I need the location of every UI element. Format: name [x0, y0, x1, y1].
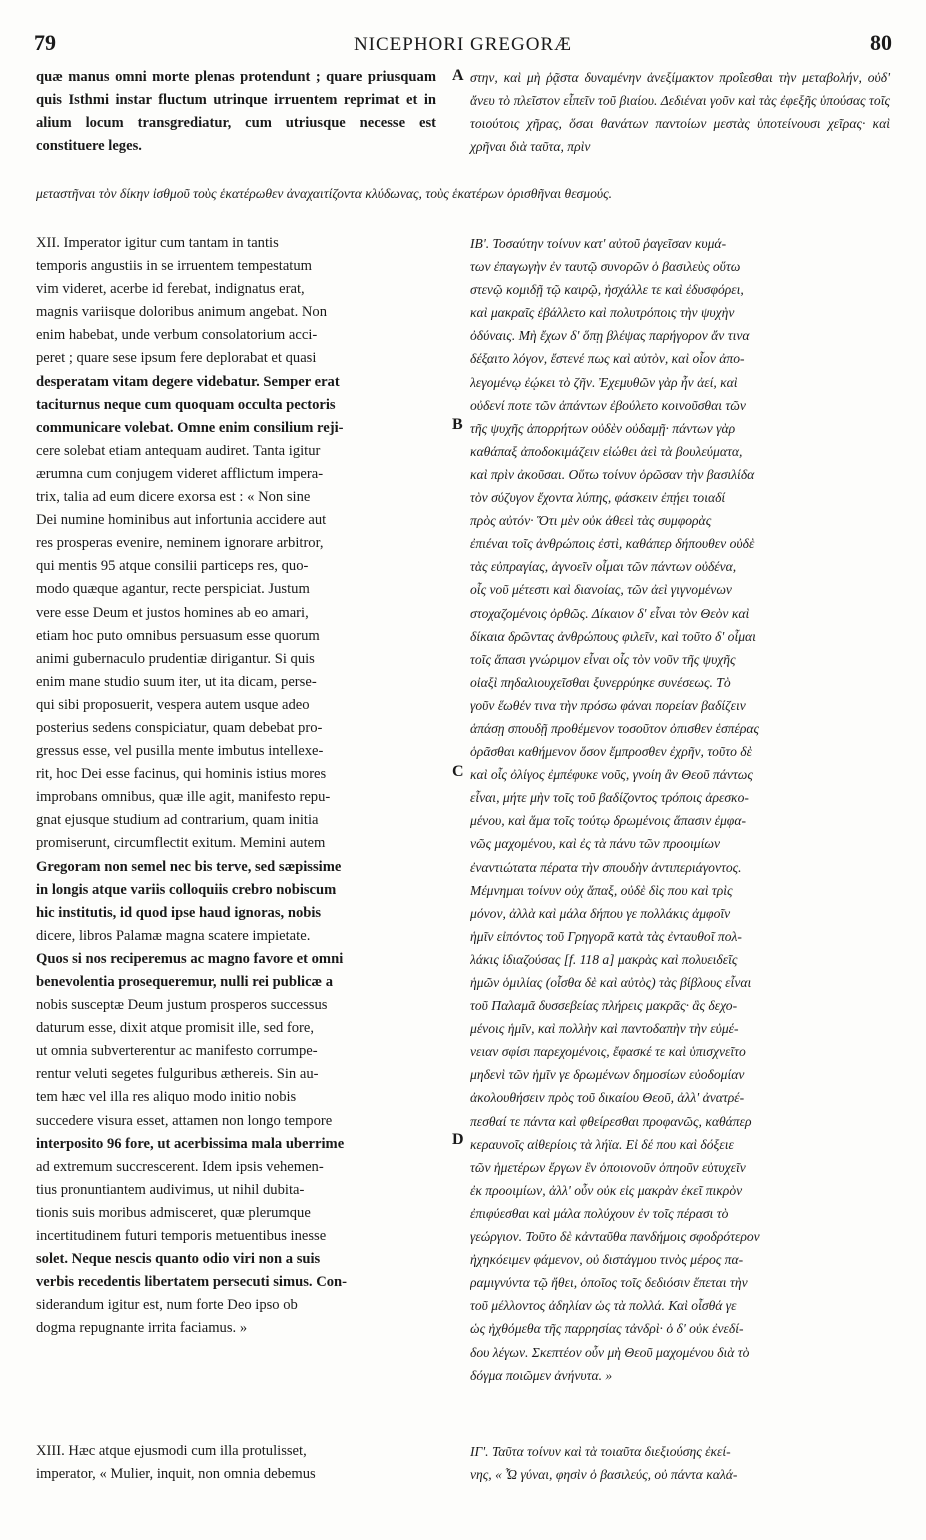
greek-text-line: γοῦν ἕωθέν τινα τὴν πρόσω φάναι πορείαν βαδίζειν: [470, 697, 746, 713]
greek-text-line: τοῦ μέλλοντος ἀδηλίαν ὡς τὰ πολλά. Καὶ οἶσθά γε: [470, 1298, 737, 1314]
greek-text-line: δου λέγων. Σκεπτέον οὖν μὴ Θεοῦ μαχομένου διὰ τὸ: [470, 1344, 750, 1360]
latin-text-line: ærumna cum conjugem videret afflictum impera-: [36, 465, 324, 482]
greek-text-line: μόνον, ἀλλὰ καὶ μάλα δήπου γε πολλάκις ἀμφοῖν: [470, 905, 731, 921]
greek-text-line: ἡμῶν ὁμιλίας (οἶσθα δὲ καὶ αὐτὸς) τὰς βίβλους εἶναι: [470, 975, 752, 990]
greek-text-line: Μέμνημαι τοίνυν οὐχ ἅπαξ, οὐδὲ δὶς που καὶ τρὶς: [470, 882, 733, 898]
latin-text-line: cere solebat etiam antequam audiret. Tanta igitur: [36, 442, 321, 459]
latin-text-line: improbans omnibus, quæ ille agit, manifesto repu-: [36, 789, 331, 806]
greek-text-line: κεραυνοῖς αἰθερίοις τὰ λήϊα. Εἰ δέ που καὶ δόξειε: [470, 1136, 734, 1152]
page-header: [34, 30, 892, 60]
latin-text-line: Quos si nos reciperemus ac magno favore et omni: [36, 950, 344, 967]
latin-text-line: XII. Imperator igitur cum tantam in tantis: [36, 235, 279, 251]
greek-top-paragraph: στην, καὶ μὴ ῥᾷστα δυναμένην ἀνεξίμακτον προΐεσθαι τὴν μεταβολήν, οὐδ' ἄνευ τὸ πλεῖστον εἶπεῖν τοῦ βιαίου. Δεδιέναι γοῦν καὶ τὰς ἐφεξῆς ὑπούσας τοῖς τοιούτοις χῆρας, ὅσαι θανάτων παντοίων μεστὰς ὑποτείνουσι χεῖρας· καὶ χρῆναι διὰ ταῦτα, πρὶν: [470, 70, 890, 155]
greek-spanning-paragraph: μεταστῆναι τὸν δίκην ἰσθμοῦ τοὺς ἑκατέρωθεν ἀναχαιτίζοντα κλύδωνας, τοὺς ἑκατέρων ὁρισθῆναι θεσμούς.: [36, 186, 613, 201]
latin-text-line: solet. Neque nescis quanto odio viri non a suis: [36, 1251, 321, 1268]
latin-text-line: in longis atque variis colloquiis crebro nobiscum: [36, 881, 337, 898]
greek-text-line: οἷς νοῦ μέτεστι καὶ διανοίας, τῶν ἀεὶ γιγνομένων: [470, 582, 732, 598]
latin-text-line: enim habebat, unde verbum consolatorium acci-: [36, 327, 318, 344]
greek-text-line: ἐπιφύεσθαι καὶ μάλα πολύχουν ἐν τοῖς πέρασι τὸ: [470, 1205, 729, 1221]
latin-bottom-line-1: XIII. Hæc atque ejusmodi cum illa protulisset,: [36, 1443, 307, 1459]
latin-text-line: enim mane studio suum iter, ut ita dicam, perse-: [36, 673, 317, 690]
latin-text-line: vere esse Deum et justos homines ab eo amari,: [36, 604, 309, 621]
greek-text-line: τῶν ἡμετέρων ἔργων ἓν ὁποιονοῦν ὁπηοῦν εὐτυχεῖν: [470, 1159, 746, 1175]
greek-text-line: δέξαιτο λόγον, ἔστενέ πως καὶ αὑτὸν, καὶ οἷον ἀπο-: [470, 351, 745, 367]
greek-text-line: οὐδενί ποτε τῶν ἁπάντων ἐβούλετο κοινοῦσθαι τῶν: [470, 397, 746, 413]
greek-text-line: τοῦ Παλαμᾶ δυσσεβείας πλήρεις μακρᾶς· ἃς δεχο-: [470, 998, 738, 1014]
latin-text-line: res prosperas evenire, neminem ignorare arbitror,: [36, 535, 324, 552]
greek-text-line: ΙΒ'. Τοσαύτην τοίνυν κατ' αὐτοῦ ῥαγεῖσαν κυμά-: [470, 236, 727, 251]
running-title: NICEPHORI GREGORÆ: [353, 34, 573, 55]
latin-text-line: siderandum igitur est, num forte Deo ipso ob: [36, 1297, 298, 1314]
greek-text-line: καὶ μακραῖς ἐβάλλετο καὶ πολυτρόποις τὴν ψυχὴν: [470, 305, 735, 321]
greek-text-line: ὡς ἠχθόμεθα τῆς παρρησίας τἀνδρὶ· ὁ δ' οὐκ ἐνεδί-: [470, 1321, 744, 1337]
greek-text-line: τῆς ψυχῆς ἀπορρήτων οὐδὲν οὐδαμῇ· πάντων γὰρ: [470, 420, 736, 436]
greek-text-line: ἐπιέναι τοῖς ἀνθρώποις ἐστὶ, καθάπερ δήπουθεν οὐδὲ: [470, 536, 755, 552]
greek-text-line: τοῖς ἅπασι γνώριμον εἶναι οἷς τὸν νοῦν τῆς ψυχῆς: [470, 651, 736, 667]
latin-text-line: peret ; quare sese ipsum fere deplorabat et quasi: [36, 350, 317, 367]
latin-text-line: dogma repugnante irrita faciamus. »: [36, 1320, 248, 1337]
greek-text-line: νειαν σφίσι παρεχομένοις, ἔφασκέ τε καὶ ὑπισχνεῖτο: [470, 1044, 746, 1060]
latin-text-line: incertitudinem futuri temporis metuentibus inesse: [36, 1228, 327, 1245]
greek-text-line: νῶς μαχομένου, καὶ ἐς τὰ πάνυ τῶν προοιμίων: [470, 836, 720, 852]
greek-text-line: δόγμα ποιῶμεν ἀνήνυτα. »: [470, 1367, 613, 1383]
latin-text-line: tionis suis moribus admisceret, quæ plerumque: [36, 1204, 311, 1221]
latin-column: [36, 232, 436, 1341]
greek-text-line: ἡμῖν εἰπόντος τοῦ Γρηγορᾶ κατὰ τὰς ἐνταυθοῖ πολ-: [470, 928, 742, 944]
latin-text-line: vim videret, acerbe id ferebat, indignatus erat,: [36, 281, 305, 298]
greek-text-line: μένου, καὶ ἅμα τοῖς τούτῳ δρωμένοις ἅπασιν ἐμφα-: [470, 813, 746, 829]
latin-text-line: gnat ejusque studium ad contrarium, quam initia: [36, 812, 319, 829]
latin-text-line: communicare volebat. Omne enim consilium reji-: [36, 419, 344, 436]
latin-text-line: animi gubernaculo prudentiæ dirigantur. Si quis: [36, 650, 315, 667]
greek-column: [470, 232, 890, 1387]
latin-text-line: ut omnia subverterentur ac manifesto corrumpe-: [36, 1043, 318, 1060]
greek-text-line: στοχαζομένοις ὀρθῶς. Δίκαιον δ' εἶναι τὸν Θεὸν καὶ: [470, 605, 750, 621]
greek-text-line: μηδενὶ τῶν ἡμῖν γε δρωμένων δημοσίων εὐοδομίαν: [470, 1067, 745, 1083]
margin-letter-a: A: [452, 67, 464, 84]
latin-text-line: promiserunt, circumflectit exitum. Memini autem: [36, 835, 326, 852]
greek-text-line: ἐναντιώτατα πέρατα τὴν σπουδὴν ἀντιπεριάγοντος.: [470, 859, 742, 875]
latin-text-line: verbis recedentis libertatem persecuti simus. Con-: [36, 1274, 348, 1291]
margin-letter-d: D: [452, 1131, 464, 1148]
latin-text-line: temporis angustiis in se irruentem tempestatum: [36, 258, 313, 275]
greek-text-line: καθάπαξ ἀποδοκιμάζειν εἰώθει ἀεὶ τὰ βουλεύματα,: [470, 443, 743, 459]
latin-top-paragraph: quæ manus omni morte plenas protendunt ; quare priusquam quis Isthmi instar fluctum utrinque irruentem reprimat et in alium locum transgrediatur, cum utriusque necesse est constituere leges.: [36, 69, 436, 155]
greek-text-line: πρὸς αὐτόν· Ὅτι μὲν οὐκ ἀθεεὶ τὰς συμφορὰς: [470, 513, 712, 529]
greek-text-line: εἶναι, μήτε μὴν τοῖς τοῦ βαδίζοντος τρόποις ἀρεσκο-: [470, 790, 749, 806]
greek-text-line: μένοις ἡμῖν, καὶ πολλὴν καὶ παντοδαπὴν τὴν εὐμέ-: [470, 1021, 739, 1037]
latin-text-line: rentur veluti segetes fulguribus æthereis. Sin au-: [36, 1066, 319, 1083]
margin-letter-c: C: [452, 763, 464, 780]
greek-text-line: ἐκ προοιμίων, ἀλλ' οὖν οὐκ εἰς μακρὰν ἐκεῖ πικρὸν: [470, 1182, 743, 1198]
latin-text-line: dicere, libros Palamæ magna scatere impietate.: [36, 927, 311, 944]
latin-text-line: nobis susceptæ Deum justum prosperos successus: [36, 997, 328, 1014]
latin-bottom-line-2: imperator, « Mulier, inquit, non omnia debemus: [36, 1466, 316, 1483]
greek-text-line: οἰαξὶ πηδαλιουχεῖσθαι ξυνερρύηκε συνέσεως. Τὸ: [470, 674, 731, 690]
greek-bottom-line-2: νης, « Ὦ γύναι, φησὶν ὁ βασιλεύς, οὐ πάντα καλά-: [470, 1467, 738, 1483]
latin-text-line: modo quæque agantur, recte perspiciat. Justum: [36, 581, 310, 598]
latin-text-line: interposito 96 fore, ut acerbissima mala uberrime: [36, 1135, 345, 1152]
greek-text-line: τὸν σύζυγον ἔχοντα λύπης, φάσκειν ἐπῄει τοιαδί: [470, 490, 726, 506]
latin-text-line: magnis variisque doloribus animum angebat. Non: [36, 304, 328, 321]
latin-text-line: succedere visura esset, attamen non longo tempore: [36, 1112, 333, 1129]
greek-text-line: λάκις ἰδιαζούσας [f. 118 a] μακρὰς καὶ πολυειδεῖς: [470, 951, 738, 967]
greek-text-line: ὀδύναις. Μὴ ἔχων δ' ὅπῃ βλέψας παρήγορον ἄν τινα: [470, 328, 750, 344]
latin-text-line: daturum esse, dixit atque promisit ille, sed fore,: [36, 1020, 315, 1037]
latin-text-line: posterius sedens conspiciatur, quam debebat pro-: [36, 719, 323, 736]
latin-text-line: etiam hoc puto omnibus persuasum esse quorum: [36, 627, 320, 644]
latin-text-line: Gregoram non semel nec bis terve, sed sæpissime: [36, 858, 342, 875]
greek-bottom-line-1: ΙΓ'. Ταῦτα τοίνυν καὶ τὰ τοιαῦτα διεξιούσης ἐκεί-: [470, 1444, 731, 1459]
greek-text-line: καὶ πρὶν ἀκοῦσαι. Οὕτω τοίνυν ὁρῶσαν τὴν βασιλίδα: [470, 466, 755, 482]
latin-bottom-section: [36, 1440, 436, 1486]
latin-text-line: gressus esse, vel pusilla mente imbutus intellexe-: [36, 743, 324, 760]
latin-text-line: benevolentia prosequeremur, nulli rei publicæ a: [36, 974, 334, 990]
greek-text-line: ἁπάσῃ σπουδῇ προθέμενον τοσοῦτον ὀπισθεν ἑσπέρας: [470, 720, 759, 736]
page-number-right: 80: [869, 30, 892, 55]
latin-text-line: trix, talia ad eum dicere exorsa est : « Non sine: [36, 489, 311, 506]
greek-text-line: των ἐπαγωγὴν ἐν ταυτῷ συνορῶν ὁ βασιλεὺς οὕτω: [470, 259, 741, 275]
latin-text-line: Dei numine hominibus aut infortunia accidere aut: [36, 512, 327, 529]
greek-text-line: ἠχηκόειμεν φάμενον, οὐ διστάγμου τινὸς μέρος πα-: [470, 1252, 744, 1268]
latin-text-line: ad extremum succrescerent. Idem ipsis vehemen-: [36, 1158, 324, 1175]
greek-text-line: δίκαια δρῶντας ἀνθρώπους φιλεῖν, καὶ τοῦτο δ' οἶμαι: [470, 628, 756, 644]
greek-text-line: λεγομένῳ ἐῴκει τὸ ζῆν. Ἐχεμυθῶν γὰρ ἦν ἀεί, καὶ: [470, 374, 738, 390]
latin-text-line: tem hæc vel illa res aliquo modo initio nobis: [36, 1089, 297, 1106]
greek-bottom-section: [470, 1440, 890, 1486]
latin-text-line: hic institutis, id quod ipse haud ignoras, nobis: [36, 904, 322, 921]
latin-text-line: tius pronuntiantem audivimus, ut nihil dubita-: [36, 1181, 305, 1198]
greek-text-line: ραμιγνύντα τῷ ἤθει, ὁποῖος τοῖς δεδιόσιν ἕπεται τὴν: [470, 1275, 748, 1291]
greek-text-line: πεσθαί τε πάντα καὶ φθείρεσθαι προφανῶς, καθάπερ: [470, 1113, 752, 1129]
greek-text-line: γεώργιον. Τοῦτο δὲ κἀνταῦθα πανδήμοις σφοδρότερον: [470, 1229, 760, 1245]
margin-letter-b: B: [452, 416, 463, 433]
greek-text-line: ὁρᾶσθαι καθήμενον ὅσον ἔμπροσθεν ἐχρῆν, τοῦτο δὲ: [470, 744, 752, 760]
latin-text-line: qui mentis 95 atque consilii particeps res, quo-: [36, 558, 309, 575]
greek-text-line: στενῷ κομιδῇ τῷ καιρῷ, ἠσχάλλε τε καὶ ἐδυσφόρει,: [470, 282, 744, 298]
page-number-left: 79: [34, 30, 56, 55]
greek-text-line: καὶ οἷς ὀλίγος ἐμπέφυκε νοῦς, γνοίη ἂν Θεοῦ πάντως: [470, 767, 753, 783]
latin-text-line: qui sibi proposuerit, vespera autem usque adeo: [36, 696, 310, 713]
greek-text-line: τὰς εὐπραγίας, ἀγνοεῖν οἶμαι τῶν πάντων οὐδένα,: [470, 559, 737, 575]
latin-text-line: rit, hoc Dei esse facinus, qui hominis istius mores: [36, 766, 327, 783]
greek-text-line: ἀκολουθήσειν πρὸς τοῦ δικαίου Θεοῦ, ἀλλ' ἀνατρέ-: [470, 1090, 745, 1106]
latin-text-line: desperatam vitam degere videbatur. Semper erat: [36, 373, 340, 390]
latin-text-line: taciturnus neque cum quoquam occulta pectoris: [36, 396, 336, 413]
